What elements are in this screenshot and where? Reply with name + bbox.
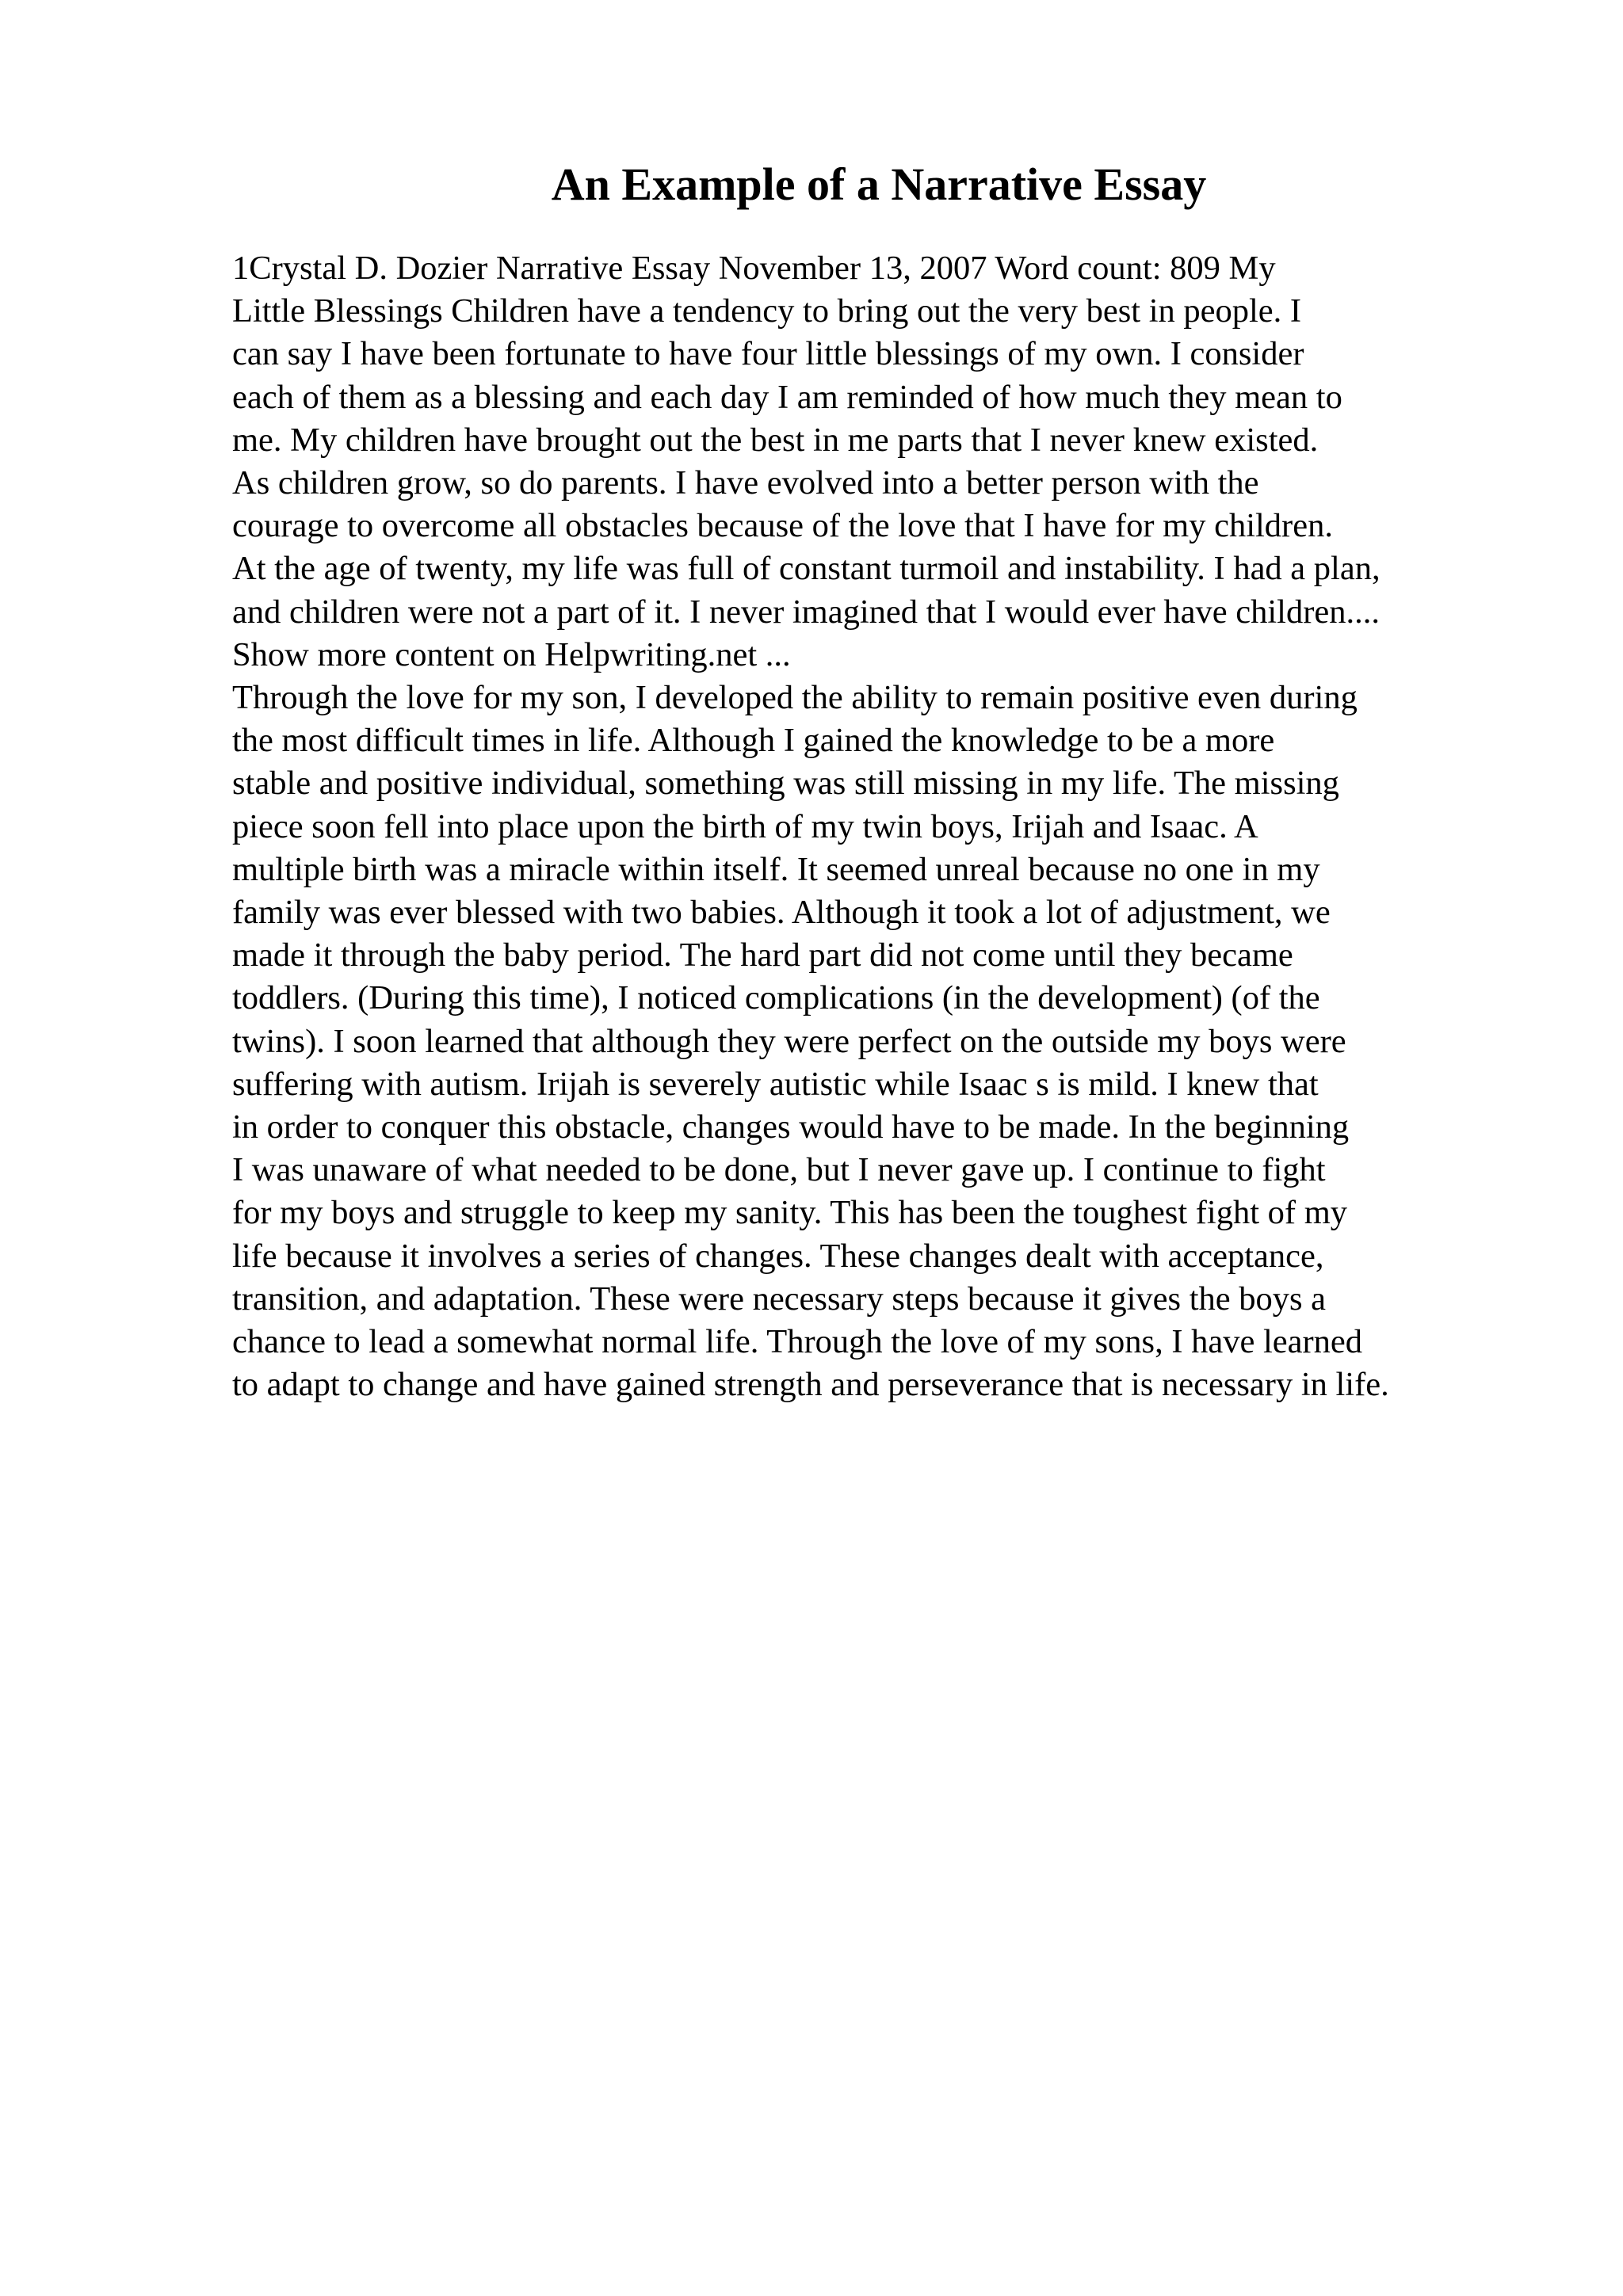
text-line: suffering with autism. Irijah is severely autistic while Isaac s is mild. I knew that [232,1065,1319,1103]
text-line: I was unaware of what needed to be done, but I never gave up. I continue to fight [232,1151,1326,1189]
text-line: twins). I soon learned that although they were perfect on the outside my boys were [232,1022,1346,1060]
text-line: multiple birth was a miracle within itself. It seemed unreal because no one in my [232,850,1320,888]
page-title: An Example of a Narrative Essay [551,158,1207,210]
text-line: chance to lead a somewhat normal life. Through the love of my sons, I have learned [232,1323,1363,1361]
text-line: can say I have been fortunate to have four little blessings of my own. I consider [232,335,1304,373]
text-line: As children grow, so do parents. I have evolved into a better person with the [232,464,1259,502]
text-line: Through the love for my son, I developed the ability to remain positive even during [232,679,1358,717]
text-line: piece soon fell into place upon the birth of my twin boys, Irijah and Isaac. A [232,807,1258,845]
text-line: toddlers. (During this time), I noticed complications (in the development) (of the [232,979,1320,1017]
text-line: for my boys and struggle to keep my sanity. This has been the toughest fight of my [232,1194,1348,1232]
text-line: and children were not a part of it. I never imagined that I would ever have children.... [232,593,1380,631]
text-line: courage to overcome all obstacles because of the love that I have for my children. [232,507,1333,545]
text-line: family was ever blessed with two babies. Although it took a lot of adjustment, we [232,894,1331,932]
text-line: made it through the baby period. The hard part did not come until they became [232,936,1293,974]
text-line: in order to conquer this obstacle, changes would have to be made. In the beginning [232,1108,1350,1146]
text-line: each of them as a blessing and each day I am reminded of how much they mean to [232,378,1342,416]
essay-body [232,247,1595,1406]
text-line: transition, and adaptation. These were necessary steps because it gives the boys a [232,1280,1327,1318]
show-more-line: Show more content on Helpwriting.net ... [232,635,791,673]
text-line: the most difficult times in life. Although I gained the knowledge to be a more [232,722,1275,760]
text-line: me. My children have brought out the best in me parts that I never knew existed. [232,421,1319,459]
text-line: At the age of twenty, my life was full of constant turmoil and instability. I had a plan, [232,550,1381,588]
text-line: Little Blessings Children have a tendency to bring out the very best in people. I [232,292,1302,330]
text-line: stable and positive individual, something was still missing in my life. The missing [232,765,1339,803]
text-line: 1Crystal D. Dozier Narrative Essay November 13, 2007 Word count: 809 My [232,250,1276,287]
text-line: life because it involves a series of changes. These changes dealt with acceptance, [232,1237,1324,1275]
text-line: to adapt to change and have gained strength and perseverance that is necessary in life. [232,1366,1389,1404]
